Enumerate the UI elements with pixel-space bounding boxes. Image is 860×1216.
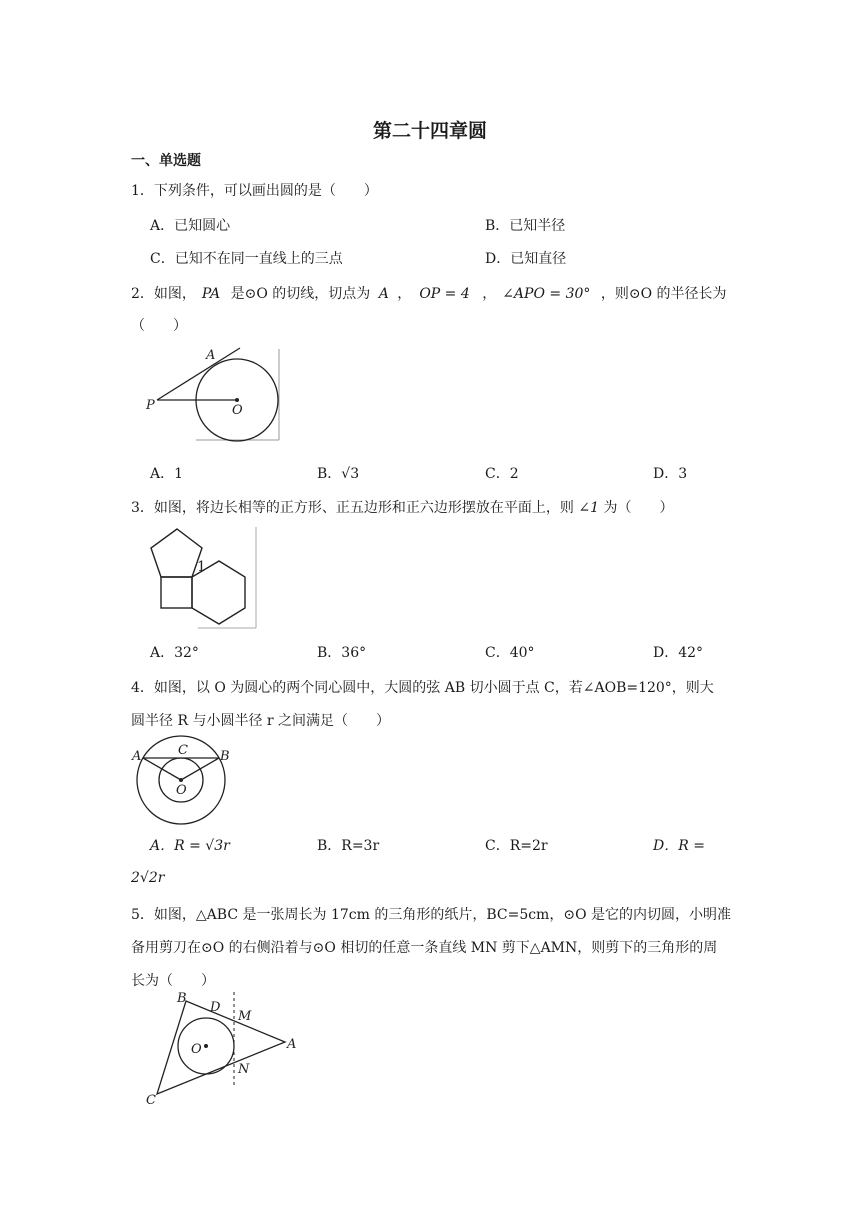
q2-label-p: P: [146, 398, 155, 413]
q3-option-b: B．36°: [317, 645, 367, 661]
q4-center-dot: [179, 778, 183, 782]
q1-option-c: C．已知不在同一直线上的三点: [150, 251, 343, 267]
q3-label-1: 1: [197, 559, 206, 575]
q2-option-b: B．√3: [317, 466, 360, 482]
q2-center-dot: [235, 398, 239, 402]
q4-label-o: O: [176, 783, 187, 798]
q3-text-2: 为（ ）: [599, 500, 674, 516]
q4-option-c: C．R=2r: [485, 838, 548, 854]
q4-option-b: B．R=3r: [317, 838, 380, 854]
page-title: 第二十四章圆: [372, 120, 487, 142]
q5-label-n: N: [238, 1062, 250, 1077]
q4-figure: [130, 738, 230, 828]
question-1-stem: 1．下列条件，可以画出圆的是（ ）: [131, 183, 378, 199]
question-5-stem-cont-2: 长为（ ）: [131, 973, 215, 989]
q2-angle-apo: ∠APO = 30°: [502, 286, 591, 302]
q4-option-d: D．R =: [653, 838, 705, 854]
q3-angle-1: ∠1: [578, 500, 599, 516]
question-2-stem: [131, 283, 727, 303]
q2-label-a: A: [206, 348, 216, 363]
q3-square: [161, 577, 192, 608]
q2-pa: PA: [201, 286, 221, 302]
q2-tangent-line: [157, 348, 240, 400]
q3-option-a: A．32°: [150, 645, 199, 661]
question-5-stem-cont: 备用剪刀在⊙O 的右侧沿着与⊙O 相切的任意一条直线 MN 剪下△AMN，则剪下的三角形的周: [131, 940, 718, 956]
question-5-stem: 5．如图，△ABC 是一张周长为 17cm 的三角形的纸片，BC=5cm，⊙O 是它的内切圆，小明准: [131, 907, 731, 923]
q1-option-b: B．已知半径: [485, 218, 566, 234]
q1-option-d: D．已知直径: [485, 251, 567, 267]
q3-pentagon: [151, 529, 202, 577]
q2-option-a: A．1: [150, 466, 184, 482]
q4-segment-oa: [143, 758, 181, 780]
q2-text-1: 2．如图，: [131, 286, 196, 302]
q5-label-c: C: [146, 1093, 156, 1108]
question-4-stem: 4．如图，以 O 为圆心的两个同心圆中，大圆的弦 AB 切小圆于点 C，若∠AOB=120°，则大: [131, 680, 714, 696]
q5-label-m: M: [238, 1009, 252, 1024]
q2-point-a: A: [378, 286, 389, 302]
q4-label-c: C: [178, 743, 188, 758]
q5-label-a: A: [287, 1037, 297, 1052]
q4-option-d-cont: 2√2r: [131, 870, 165, 886]
q3-figure: [140, 522, 260, 632]
q1-option-a: A．已知圆心: [150, 218, 231, 234]
q3-option-c: C．40°: [485, 645, 535, 661]
q2-text-3: ，则⊙O 的半径长为: [596, 286, 727, 302]
q2-text-2: 是⊙O 的切线，切点为: [226, 286, 375, 302]
q3-text-1: 3．如图，将边长相等的正方形、正五边形和正六边形摆放在平面上，则: [131, 500, 579, 516]
q3-option-d: D．42°: [653, 645, 704, 661]
q2-figure: [140, 345, 285, 445]
question-3-stem: [131, 497, 673, 517]
q5-label-o: O: [191, 1042, 202, 1057]
q5-label-d: D: [210, 1000, 221, 1015]
q5-center-dot: [204, 1044, 208, 1048]
q5-triangle-abc: [157, 1001, 285, 1094]
q4-segment-ob: [181, 758, 219, 780]
q2-sep-2: ，: [477, 286, 497, 302]
q5-figure: [140, 990, 310, 1110]
q4-option-a: A．R = √3r: [150, 838, 230, 854]
q2-sep-1: ，: [392, 286, 412, 302]
q2-option-d: D．3: [653, 466, 688, 482]
question-4-stem-cont: 圆半径 R 与小圆半径 r 之间满足（ ）: [131, 713, 391, 729]
q4-label-b: B: [220, 749, 230, 764]
q2-op-value: OP = 4: [419, 286, 470, 302]
q4-label-a: A: [132, 749, 142, 764]
q2-option-c: C．2: [485, 466, 519, 482]
question-2-stem-cont: （ ）: [131, 318, 187, 334]
q5-label-b: B: [177, 991, 187, 1006]
section-heading: 一、单选题: [131, 153, 201, 169]
q2-label-o: O: [232, 403, 243, 418]
